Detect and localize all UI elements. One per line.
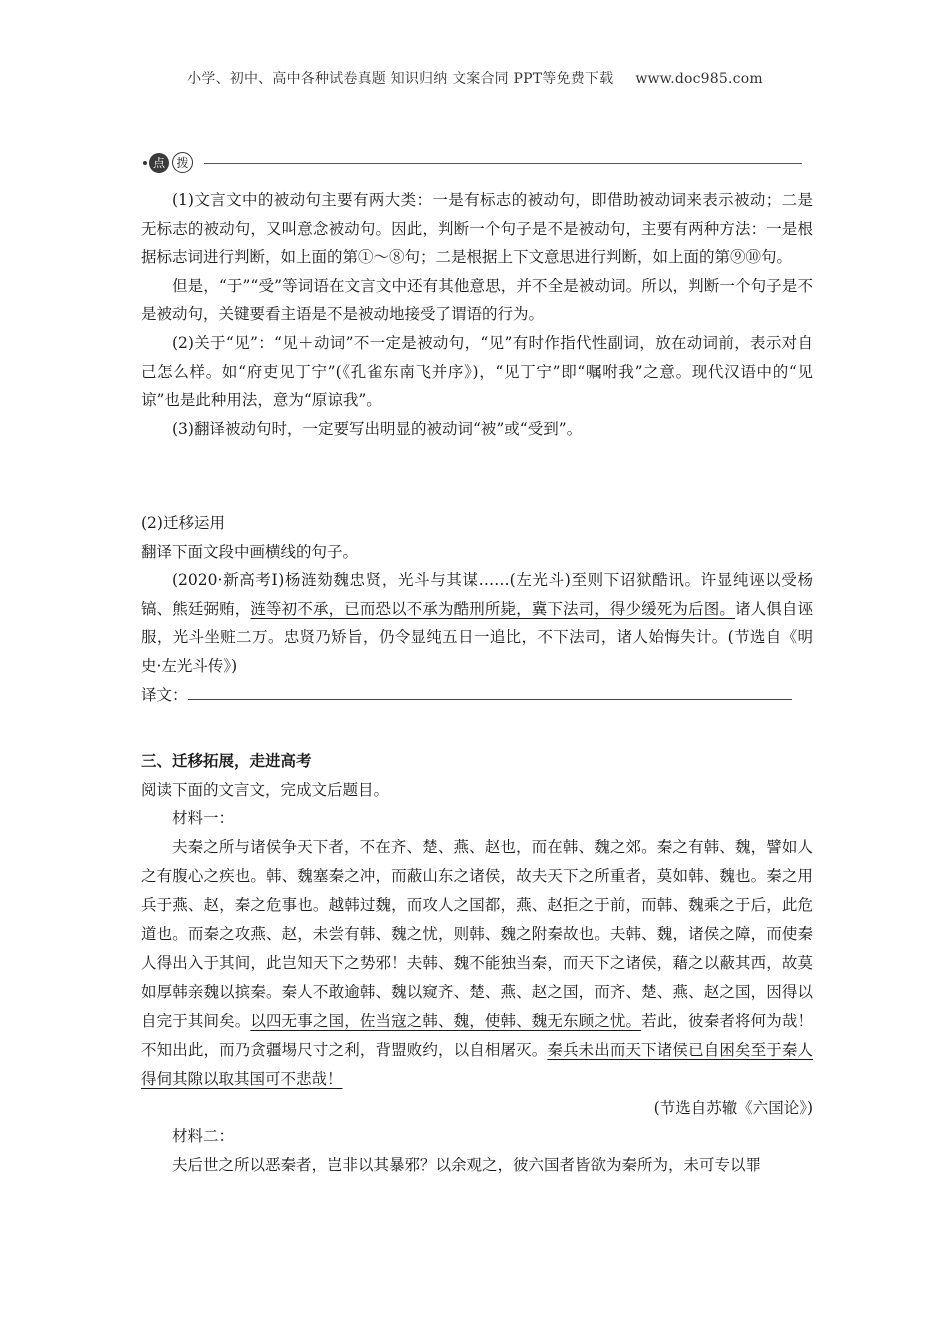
tip-badge [143,152,196,173]
bullet-dot-icon [143,161,147,165]
tip-paragraph-2: 但是，“于”“受”等词语在文言文中还有其他意思，并不全是被动词。所以，判断一个句子是不是被动句，关键要看主语是不是被动地接受了谓语的行为。 [141,276,813,324]
answer-blank-line[interactable] [188,685,792,700]
answer-row [141,681,813,710]
transfer-heading: (2)迁移运用 [141,514,225,532]
material-1-text [141,833,813,1094]
transfer-instruction: 翻译下面文段中画横线的句子。 [141,542,359,561]
material-1-part-b: 若此，彼秦者将何为哉！不知出此，而乃贪疆埸尺寸之利，背盟败约，以自相屠灭。 [141,1011,813,1059]
transfer-section [141,509,813,709]
badge-char-1: 点 [149,153,169,173]
material-2-text: 夫后世之所以恶秦者，岂非以其暴邪？以余观之，彼六国者皆欲为秦所为，未可专以罪 [172,1155,762,1174]
material-1-underlined-1: 以四无事之国，佐当寇之韩、魏，使韩、魏无东顾之忧。 [250,1011,642,1030]
header-text: 小学、初中、高中各种试卷真题 知识归纳 文案合同 PPT等免费下载 [187,71,614,87]
header-site: www.doc985.com [635,71,763,87]
page-header [0,68,950,88]
material-1-part-a: 夫秦之所与诸侯争天下者，不在齐、楚、燕、赵也，而在韩、魏之郊。秦之有韩、魏，譬如人之有腹心之疾也。韩、魏塞秦之冲，而蔽山东之诸侯，故夫天下之所重者，莫如韩、魏也。秦之用兵于燕、赵，秦之危事也。越韩过魏，而攻人之国都，燕、赵拒之于前，而韩、魏乘之于后，此危道也。而秦之攻燕、赵，未尝有韩、魏之忧，则韩、魏之附秦故也。夫韩、魏，诸侯之障，而使秦人得出入于其间，此岂知天下之势邪！夫韩、魏不能独当秦，而天下之诸侯，藉之以蔽其西，故莫如厚韩亲魏以摈秦。秦人不敢逾韩、魏以窥齐、楚、燕、赵之国，而齐、楚、燕、赵之国，因得以自完于其间矣。 [141,837,813,1030]
tip-paragraph-4: (3)翻译被动句时，一定要写出明显的被动词“被”或“受到”。 [172,419,583,438]
transfer-passage [141,566,813,680]
answer-label: 译文： [141,685,188,704]
tip-section [141,186,813,443]
passage-text-a: (2020·新高考Ⅰ)杨涟劾魏忠贤，光斗与其谋……(左光斗)至则下诏狱酷讯。许显纯诬以受杨镐、熊廷弼贿， [141,571,813,618]
passage-underlined-sentence: 涟等初不承，已而恐以不承为酷刑所毙，冀下法司，得少缓死为后图。 [250,599,735,618]
badge-divider [204,163,802,164]
material-1-label: 材料一： [172,809,235,828]
badge-char-2: 拨 [172,152,193,173]
tip-paragraph-3: (2)关于“见”：“见＋动词”不一定是被动句，“见”有时作指代性副词，放在动词前，表示对自己怎么样。如“府吏见丁宁”(《孔雀东南飞并序》)，“见丁宁”即“嘱咐我”之意。现代汉语中的“见谅”也是此种用法，意为“原谅我”。 [141,333,813,410]
section-3-title: 三、迁移拓展，走进高考 [141,751,312,770]
passage-text-b: 诸人俱自诬服，光斗坐赃二万。忠贤乃矫旨，仍令显纯五日一追比，不下法司，诸人始悔失计。(节选自《明史·左光斗传》) [141,599,813,675]
material-1-source: (节选自苏辙《六国论》) [653,1098,813,1117]
material-1-underlined-2: 秦兵未出而天下诸侯已自困矣至于秦人得伺其隙以取其国可不悲哉！ [141,1040,813,1088]
material-2-label: 材料二： [172,1127,235,1146]
section-3-instruction: 阅读下面的文言文，完成文后题目。 [141,780,390,799]
tip-paragraph-1: (1)文言文中的被动句主要有两大类：一是有标志的被动句，即借助被动词来表示被动；二是无标志的被动句，又叫意念被动句。因此，判断一个句子是不是被动句，主要有两种方法：一是根据标志词进行判断，如上面的第①～⑧句；二是根据上下文意思进行判断，如上面的第⑨⑩句。 [141,191,813,267]
section-3 [141,747,813,1180]
